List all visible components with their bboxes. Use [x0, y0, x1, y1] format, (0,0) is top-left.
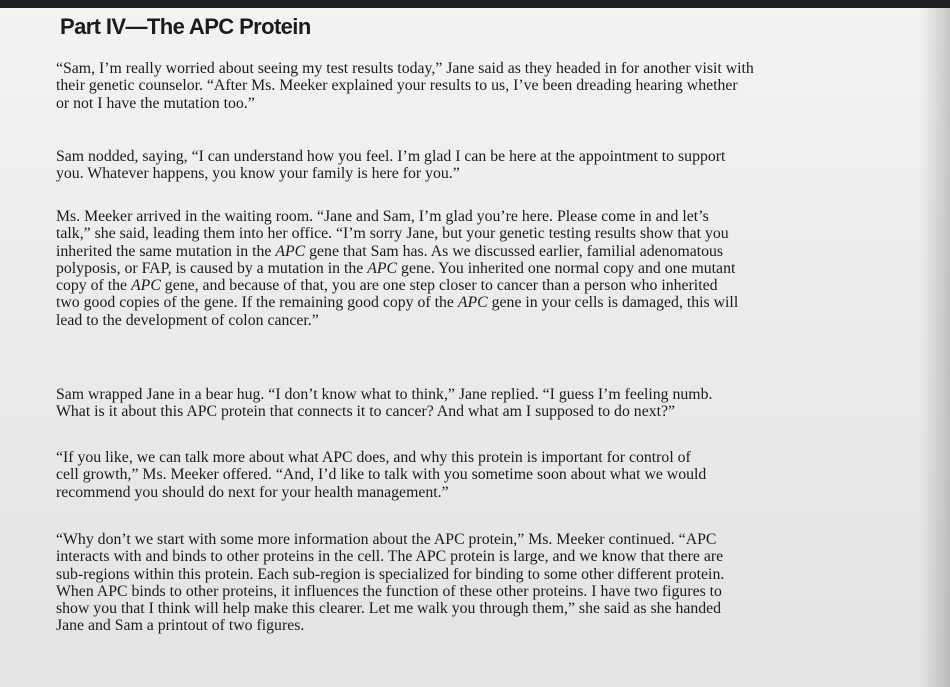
paragraph-line: Jane and Sam a printout of two figures.	[56, 617, 305, 635]
paragraph-line: their genetic counselor. “After Ms. Meeker explained your results to us, I’ve been dreading hearing whether	[56, 77, 738, 95]
paragraph-line: lead to the development of colon cancer.”	[56, 311, 319, 329]
paragraph	[56, 60, 884, 112]
paragraph-line: When APC binds to other proteins, it influences the function of these other proteins. I have two figures to	[56, 582, 722, 600]
paragraph-line: interacts with and binds to other proteins in the cell. The APC protein is large, and we know that there are	[56, 548, 724, 566]
paragraph-line: cell growth,” Ms. Meeker offered. “And, I’d like to talk with you sometime soon about what we would	[56, 466, 707, 484]
paragraph-line: Sam wrapped Jane in a bear hug. “I don’t know what to think,” Jane replied. “I guess I’m feeling numb.	[56, 386, 713, 403]
paragraph-line: two good copies of the gene. If the remaining good copy of the APC gene in your cells is damaged, this will	[56, 294, 739, 312]
paragraph-line: Ms. Meeker arrived in the waiting room. “Jane and Sam, I’m glad you’re here. Please come in and let’s	[56, 208, 709, 225]
paragraph-line: “Why don’t we start with some more information about the APC protein,” Ms. Meeker continued. “APC	[56, 531, 717, 548]
document-title: Part IV—The APC Protein	[60, 14, 311, 39]
paragraph-line: copy of the APC gene, and because of that, you are one step closer to cancer than a person who inherited	[56, 277, 718, 295]
paragraph-line: or not I have the mutation too.”	[56, 94, 255, 112]
paragraph	[56, 208, 884, 329]
paragraph-line: you. Whatever happens, you know your family is here for you.”	[56, 165, 460, 183]
paragraph-line: What is it about this APC protein that connects it to cancer? And what am I supposed to do next?”	[56, 403, 676, 421]
paragraph-line: polyposis, or FAP, is caused by a mutation in the APC gene. You inherited one normal copy and one mutant	[56, 259, 736, 277]
paragraph-line: Sam nodded, saying, “I can understand how you feel. I’m glad I can be here at the appointment to support	[56, 148, 726, 165]
paragraph	[56, 531, 884, 635]
paragraph-line: sub-regions within this protein. Each sub-region is specialized for binding to some other different protein.	[56, 565, 725, 583]
paragraph-line: “Sam, I’m really worried about seeing my test results today,” Jane said as they headed in for another visit with	[56, 60, 754, 77]
paragraph-line: inherited the same mutation in the APC gene that Sam has. As we discussed earlier, familial adenomatous	[56, 242, 724, 260]
paragraph	[56, 148, 884, 183]
paragraph	[56, 386, 884, 421]
paragraph-line: talk,” she said, leading them into her office. “I’m sorry Jane, but your genetic testing results show that you	[56, 225, 729, 243]
paragraph-line: “If you like, we can talk more about what APC does, and why this protein is important for control of	[56, 449, 691, 466]
document-page	[0, 8, 950, 687]
paragraph	[56, 449, 884, 501]
paragraph-line: show you that I think will help make this clearer. Let me walk you through them,” she said as she handed	[56, 600, 722, 618]
paragraph-line: recommend you should do next for your health management.”	[56, 483, 449, 501]
